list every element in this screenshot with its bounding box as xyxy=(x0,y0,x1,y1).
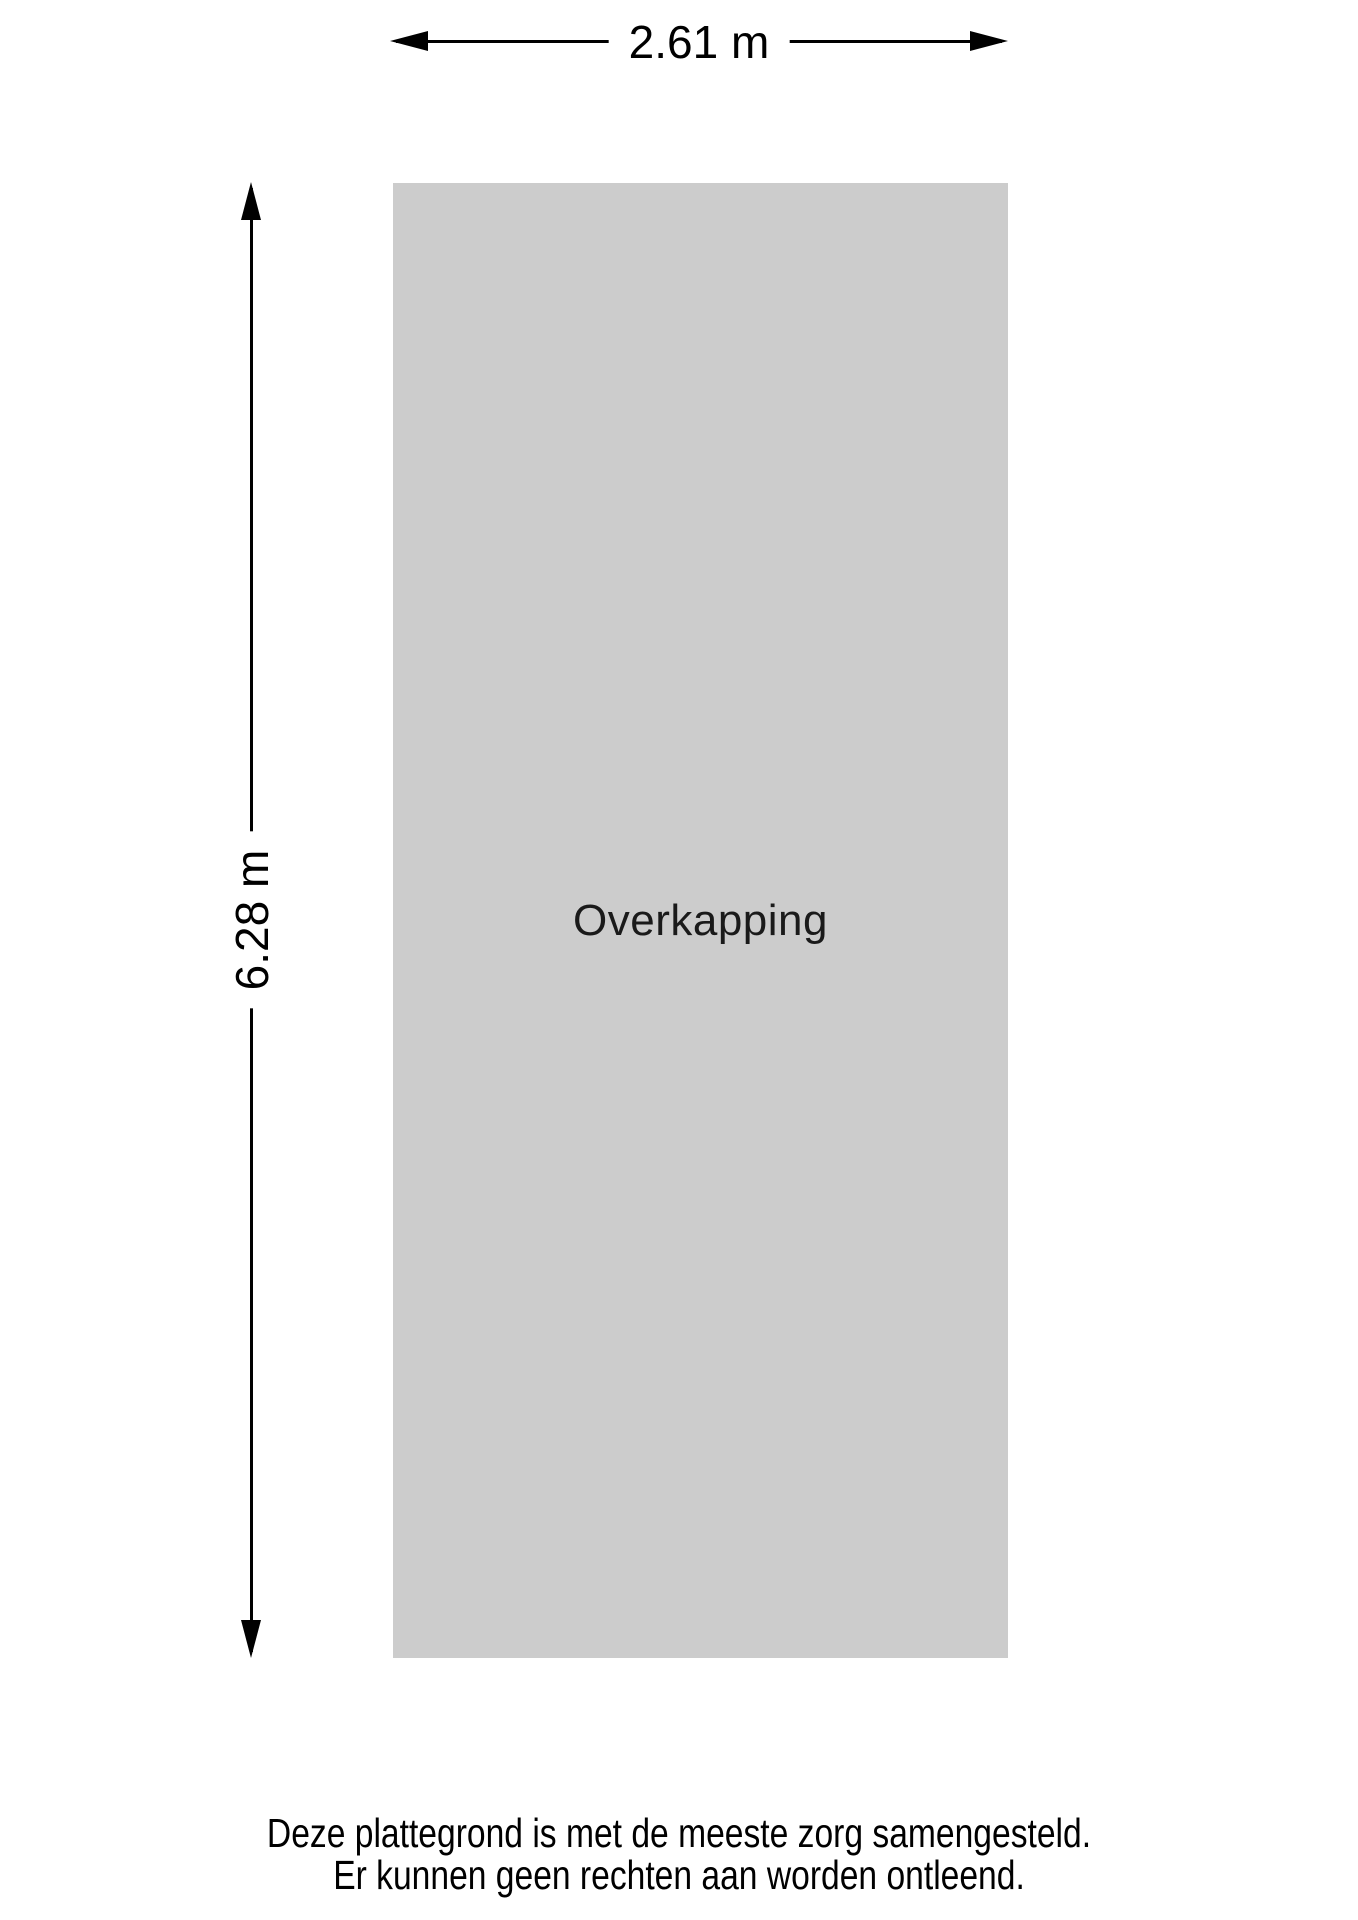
disclaimer-line-2: Er kunnen geen rechten aan worden ontleend. xyxy=(333,1852,1025,1898)
arrow-up-icon xyxy=(241,182,261,220)
arrow-left-icon xyxy=(390,31,428,51)
room-label: Overkapping xyxy=(573,895,828,945)
arrow-right-icon xyxy=(970,31,1008,51)
arrow-down-icon xyxy=(241,1620,261,1658)
disclaimer-text xyxy=(122,1812,1236,1896)
room-overkapping xyxy=(393,183,1008,1658)
width-dimension xyxy=(390,16,1008,68)
disclaimer-line-1: Deze plattegrond is met de meeste zorg samengesteld. xyxy=(266,1810,1092,1856)
height-dimension-label: 6.28 m xyxy=(223,832,281,1009)
width-dimension-label: 2.61 m xyxy=(609,13,790,71)
height-dimension xyxy=(226,182,278,1658)
